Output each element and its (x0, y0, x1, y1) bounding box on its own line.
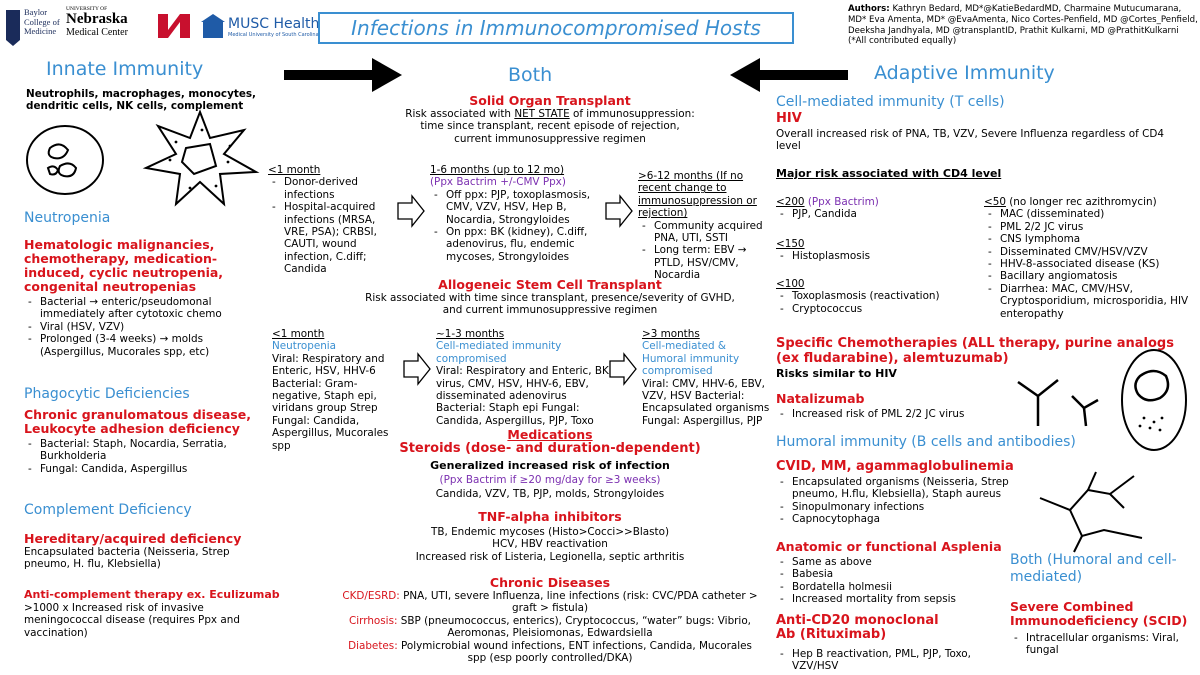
list-item: - On ppx: BK (kidney), C.diff, adenovirus, flu, endemic mycoses, Strongyloides (430, 226, 602, 263)
neutropenia-heading: Neutropenia (24, 210, 111, 226)
both-heading: Both (508, 64, 553, 86)
chronic-cirrhosis: Cirrhosis: SBP (pneumococcus, enterics), Cryptococcus, “water” bugs: Vibrio, Aeromonas, Pleisiomonas, Edwardsiella (349, 615, 751, 640)
natalizumab-heading: Natalizumab (776, 391, 865, 406)
sct-col-2: ~1-3 months Cell-mediated immunity compromised Viral: Respiratory and Enteric, BK virus, CMV, HSV, HHV-6, EBV, disseminated adenovirus Bacterial: Staph epi Fungal: Candida, Aspergillus, PJP, Toxo (436, 328, 609, 427)
musc-logo: MUSC Health Medical University of South Carolina (200, 10, 320, 48)
arrow-left-icon (728, 58, 848, 92)
arrow-outline-icon (604, 194, 634, 228)
adaptive-heading: Adaptive Immunity (874, 62, 1055, 84)
baylor-logo: Baylor College of Medicine (4, 6, 58, 50)
list-item: - Fungal: Candida, Aspergillus (24, 463, 260, 475)
list-item: - Hospital-acquired infections (MRSA, VRE, PSA); CRBSI, CAUTI, wound infection, C.diff; Candida (268, 201, 392, 275)
list-item: - Community acquired PNA, UTI, SSTI (638, 220, 768, 245)
chronic-ckd: CKD/ESRD: PNA, UTI, severe Influenza, line infections (risk: CVC/PDA catheter > graft > fistula) (342, 590, 758, 615)
list-item: - Bacterial → enteric/pseudomonal immediately after cytotoxic chemo (24, 296, 270, 321)
cd4-heading: Major risk associated with CD4 level (776, 167, 1002, 180)
sot-col-3: >6-12 months (If no recent change to immunosuppression or rejection) - Community acquired PNA, UTI, SSTI - Long term: EBV → PTLD, HSV/CMV, Nocardia (638, 170, 768, 282)
list-item: Increased risk of Listeria, Legionella, septic arthritis (415, 550, 685, 563)
natalizumab-list (776, 408, 1016, 420)
list-item: - Hep B reactivation, PML, PJP, Toxo, VZV/HSV (776, 648, 986, 673)
sct-col-3: >3 months Cell-mediated & Humoral immunity compromised Viral: CMV, HHV-6, EBV, VZV, HSV Bacterial: Encapsulated organisms Fungal: Aspergillus, PJP (642, 328, 770, 427)
list-item: - CNS lymphoma (984, 233, 1196, 245)
authors-block: Authors: Kathryn Bedard, MD*@KatieBedardMD, Charmaine Mutucumarana, MD* Eva Amenta, MD* @EvaAmenta, Nico Cortes-Penfield, MD @Cortes_Penfield, Deeksha Jandhyala, MD @transplantID, Prathit Kulkarni, MD @PrathitKulkarni (*All contributed equally) (848, 4, 1198, 47)
arrow-outline-icon (402, 352, 432, 386)
list-item: - Toxoplasmosis (reactivation) (776, 290, 956, 302)
list-item: - Sinopulmonary infections (776, 501, 1026, 513)
plasma-cell-drawing-icon (1118, 346, 1190, 454)
phagocytic-causes: Chronic granulomatous disease, Leukocyte adhesion deficiency (24, 407, 251, 436)
sot-col-1: <1 month - Donor-derived infections - Hospital-acquired infections (MRSA, VRE, PSA); CRBSI, CAUTI, wound infection, C.diff; Candida (268, 164, 392, 276)
list-item: HCV, HBV reactivation (492, 538, 608, 551)
baylor-shield-icon (4, 8, 22, 48)
medications-heading: Medications (507, 427, 593, 442)
asplenia-list (776, 556, 976, 606)
anti-cd20-heading: Anti-CD20 monoclonal Ab (Rituximab) (776, 613, 939, 642)
list-item: - Donor-derived infections (268, 176, 392, 201)
phagocytic-list (24, 438, 260, 475)
n-emblem-icon (154, 6, 194, 50)
neutrophil-drawing-icon (20, 122, 110, 198)
list-item: - MAC (disseminated) (984, 208, 1196, 220)
cd4-lt50: <50 (no longer rec azithromycin) - MAC (disseminated) - PML 2/2 JC virus - CNS lymphoma - Disseminated CMV/HSV/VZV - HHV-8-associated disease (KS) - Bacillary angiomatosis - Diarrhea: MAC, CMV/HSV, Cryptosporidium, microsporidia, HIV enteropathy (984, 196, 1196, 320)
phagocytic-heading: Phagocytic Deficiencies (24, 386, 190, 402)
sct-col-1: <1 month Neutropenia Viral: Respiratory and Enteric, HSV, HHV-6 Bacterial: Gram-negative, Staph epi, viridans group Strep Fungal: Candida, Aspergillus, Mucorales spp (272, 328, 389, 452)
cell-mediated-heading: Cell-mediated immunity (T cells) (776, 94, 1005, 110)
list-item: - Babesia (776, 568, 976, 580)
neutropenia-causes: Hematologic malignancies, chemotherapy, medication-induced, cyclic neutropenia, congenital neutropenias (24, 237, 224, 294)
chemo-text: Risks similar to HIV (776, 367, 897, 380)
sot-heading: Solid Organ Transplant (469, 93, 631, 108)
cd4-lt150: <150 - Histoplasmosis (776, 238, 936, 263)
macrophage-drawing-icon (140, 108, 260, 208)
complement-heading: Complement Deficiency (24, 502, 192, 518)
list-item: - Prolonged (3-4 weeks) → molds (Aspergillus, Mucorales spp, etc) (24, 333, 270, 358)
adaptive-both-heading: Both (Humoral and cell-mediated) (1010, 552, 1177, 585)
neutropenia-list (24, 296, 270, 358)
list-item: - Bacterial: Staph, Nocardia, Serratia, Burkholderia (24, 438, 260, 463)
list-item: - Increased mortality from sepsis (776, 593, 976, 605)
lymphocyte-drawing-icon (1010, 364, 1100, 434)
list-item: - Bordatella holmesii (776, 581, 976, 593)
list-item: - Histoplasmosis (776, 250, 936, 262)
chronic-heading: Chronic Diseases (489, 575, 611, 590)
list-item: - Intracellular organisms: Viral, fungal (1010, 632, 1180, 657)
hiv-text: Overall increased risk of PNA, TB, VZV, Severe Influenza regardless of CD4 level (776, 128, 1164, 153)
cvid-heading: CVID, MM, agammaglobulinemia (776, 459, 1014, 474)
sot-col-2: 1-6 months (up to 12 mo) (Ppx Bactrim +/-CMV Ppx) - Off ppx: PJP, toxoplasmosis, CMV, VZV, HSV, Hep B, Nocardia, Strongyloides - On ppx: BK (kidney), C.diff, adenovirus, flu, endemic mycoses, Strongyloides (430, 164, 602, 263)
arrow-right-icon (284, 58, 404, 92)
list-item: - Diarrhea: MAC, CMV/HSV, Cryptosporidium, microsporidia, HIV enteropathy (984, 283, 1196, 320)
list-item: - Encapsulated organisms (Neisseria, Strep pneumo, H.flu, Klebsiella), Staph aureus (776, 476, 1026, 501)
list-item: - Increased risk of PML 2/2 JC virus (776, 408, 1016, 420)
innate-cells: Neutrophils, macrophages, monocytes, dendritic cells, NK cells, complement (26, 88, 256, 113)
list-item: - PML 2/2 JC virus (984, 221, 1196, 233)
list-item: - Same as above (776, 556, 976, 568)
steroids-items: Candida, VZV, TB, PJP, molds, Strongyloides (435, 488, 665, 500)
sot-desc: Risk associated with NET STATE of immunosuppression: time since transplant, recent episode of rejection, current immunosuppressive regimen (405, 108, 695, 145)
list-item: - Long term: EBV → PTLD, HSV/CMV, Nocardia (638, 244, 768, 281)
steroids-ppx: (Ppx Bactrim if ≥20 mg/day for ≥3 weeks) (439, 474, 661, 486)
page-title-box (318, 12, 794, 44)
steroids-heading: Steroids (dose- and duration-dependent) (399, 441, 701, 456)
antibody-drawing-icon (1030, 468, 1150, 554)
arrow-outline-icon (396, 194, 426, 228)
list-item: - Cryptococcus (776, 303, 956, 315)
innate-heading: Innate Immunity (46, 58, 204, 80)
scid-list (1010, 632, 1180, 657)
tnf-heading: TNF-alpha inhibitors (478, 509, 622, 524)
complement-sub: Hereditary/acquired deficiency (24, 531, 242, 546)
sct-desc: Risk associated with time since transplant, presence/severity of GVHD, and current immunosuppressive regimen (365, 292, 735, 317)
cd4-lt200: <200 (Ppx Bactrim) - PJP, Candida (776, 196, 936, 221)
list-item: - HHV-8-associated disease (KS) (984, 258, 1196, 270)
scid-heading: Severe Combined Immunodeficiency (SCID) (1010, 599, 1188, 628)
list-item: - PJP, Candida (776, 208, 936, 220)
steroids-general: Generalized increased risk of infection (430, 459, 670, 472)
page-title: Infections in Immunocompromised Hosts (351, 16, 761, 40)
list-item: - Disseminated CMV/HSV/VZV (984, 246, 1196, 258)
nebraska-logo: UNIVERSITY OF Nebraska Medical Center (66, 6, 128, 38)
tnf-list (330, 526, 770, 563)
complement-text: Encapsulated bacteria (Neisseria, Strep pneumo, H. flu, Klebsiella) (24, 546, 230, 571)
list-item: - Viral (HSV, VZV) (24, 321, 270, 333)
anti-complement-text: >1000 x Increased risk of invasive meningococcal disease (requires Ppx and vaccination) (24, 602, 240, 639)
list-item: TB, Endemic mycoses (Histo>Cocci>>Blasto) (430, 526, 670, 538)
cd4-lt100: <100 - Toxoplasmosis (reactivation) - Cryptococcus (776, 278, 956, 315)
list-item: - Capnocytophaga (776, 513, 1026, 525)
chronic-diabetes: Diabetes: Polymicrobial wound infections, ENT infections, Candida, Mucorales spp (esp poorly controlled/DKA) (348, 640, 752, 665)
chemo-heading: Specific Chemotherapies (ALL therapy, purine analogs (ex fludarabine), alemtuzumab) (776, 336, 1174, 366)
cvid-list (776, 476, 1026, 526)
sct-heading: Allogeneic Stem Cell Transplant (438, 277, 662, 292)
list-item: - Bacillary angiomatosis (984, 270, 1196, 282)
list-item: - Off ppx: PJP, toxoplasmosis, CMV, VZV, HSV, Hep B, Nocardia, Strongyloides (430, 189, 602, 226)
humoral-heading: Humoral immunity (B cells and antibodies) (776, 434, 1076, 450)
asplenia-heading: Anatomic or functional Asplenia (776, 539, 1002, 554)
hiv-heading: HIV (776, 111, 802, 126)
anti-cd20-list (776, 648, 986, 673)
musc-building-icon (200, 12, 226, 40)
arrow-outline-icon (608, 352, 638, 386)
anti-complement: Anti-complement therapy ex. Eculizumab (24, 588, 280, 601)
